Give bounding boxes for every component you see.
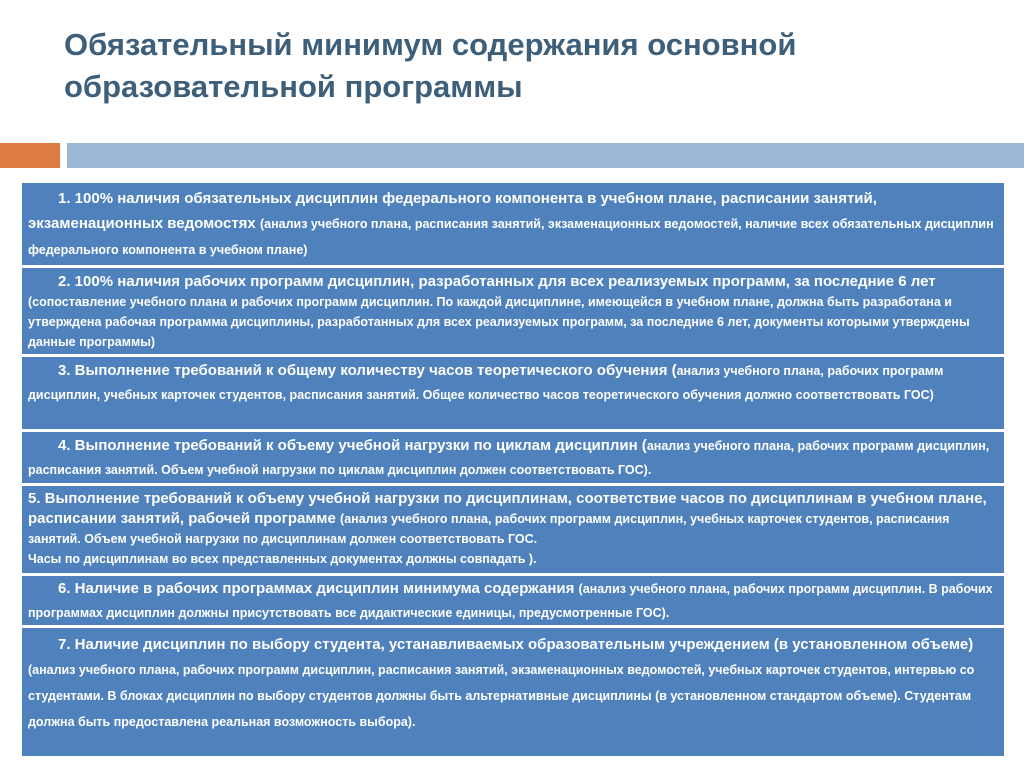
table-row bbox=[22, 432, 1004, 483]
row-note: анализ учебного плана, рабочих программ дисциплин, расписания занятий. Объем учебной нагрузки по циклам дисциплин должен соответствовать ГОС). bbox=[28, 439, 990, 477]
row-note: (анализ учебного плана, рабочих программ дисциплин. В рабочих программах дисциплин должны присутствовать все дидактические единицы, предусмотренные ГОС). bbox=[28, 582, 993, 620]
table-row bbox=[22, 628, 1004, 756]
row-note: анализ учебного плана, рабочих программ дисциплин, учебных карточек студентов, расписания занятий. Общее количество часов теоретического обучения должно соответствовать ГОС) bbox=[28, 364, 944, 402]
row-heading: 4. Выполнение требований к объему учебной нагрузки по циклам дисциплин ( bbox=[58, 437, 647, 454]
table-row bbox=[22, 268, 1004, 354]
row-heading: 3. Выполнение требований к общему количеству часов теоретического обучения ( bbox=[58, 362, 677, 379]
title-line-2: образовательной программы bbox=[64, 69, 523, 104]
table-row bbox=[22, 576, 1004, 625]
row-heading: 7. Наличие дисциплин по выбору студента, устанавливаемых образовательным учреждением (в установленном объеме) bbox=[58, 636, 974, 653]
row-note: (анализ учебного плана, рабочих программ дисциплин, расписания занятий, экзаменационных ведомостей, учебных карточек студентов, интервью со студентами. В блоках дисциплин по выбору студентов должны быть альтернативные дисциплины (в установленном стандартом объеме). Студентам должна быть предоставлена реальная возможность выбора). bbox=[28, 663, 975, 729]
page-title bbox=[64, 24, 964, 108]
table-row bbox=[22, 486, 1004, 573]
row-heading: 1. 100% наличия обязательных дисциплин федерального компонента в учебном плане, расписании занятий, экзаменационных ведомостях bbox=[28, 190, 877, 232]
row-heading: 6. Наличие в рабочих программах дисциплин минимума содержания bbox=[58, 580, 579, 597]
title-line-1: Обязательный минимум содержания основной bbox=[64, 27, 797, 62]
accent-bar-blue bbox=[67, 143, 1024, 168]
row-note: (сопоставление учебного плана и рабочих программ дисциплин. По каждой дисциплине, имеющейся в учебном плане, должна быть разработана и утверждена рабочая программа дисциплины, разработанных для всех реализуемых программ, за последние 6 лет, документы которыми утверждены данные программы) bbox=[28, 295, 970, 349]
row-note-continued: Часы по дисциплинам во всех представленных документах должны совпадать ). bbox=[28, 552, 537, 566]
table-row bbox=[22, 183, 1004, 265]
row-heading: 5. Выполнение требований к объему учебной нагрузки по дисциплинам, соответствие часов по дисциплинам в учебном плане, расписании занятий, рабочей программе bbox=[28, 490, 987, 527]
table-row bbox=[22, 357, 1004, 429]
row-note: (анализ учебного плана, рабочих программ дисциплин, учебных карточек студентов, расписания занятий. Объем учебной нагрузки по дисциплинам должен соответствовать ГОС. bbox=[28, 512, 950, 546]
requirements-table bbox=[22, 183, 1004, 759]
row-note: (анализ учебного плана, расписания занятий, экзаменационных ведомостей, наличие всех обязательных дисциплин федерального компонента в учебном плане) bbox=[28, 217, 994, 257]
row-heading: 2. 100% наличия рабочих программ дисциплин, разработанных для всех реализуемых программ, за последние 6 лет bbox=[58, 273, 936, 290]
accent-bar-orange bbox=[0, 143, 60, 168]
